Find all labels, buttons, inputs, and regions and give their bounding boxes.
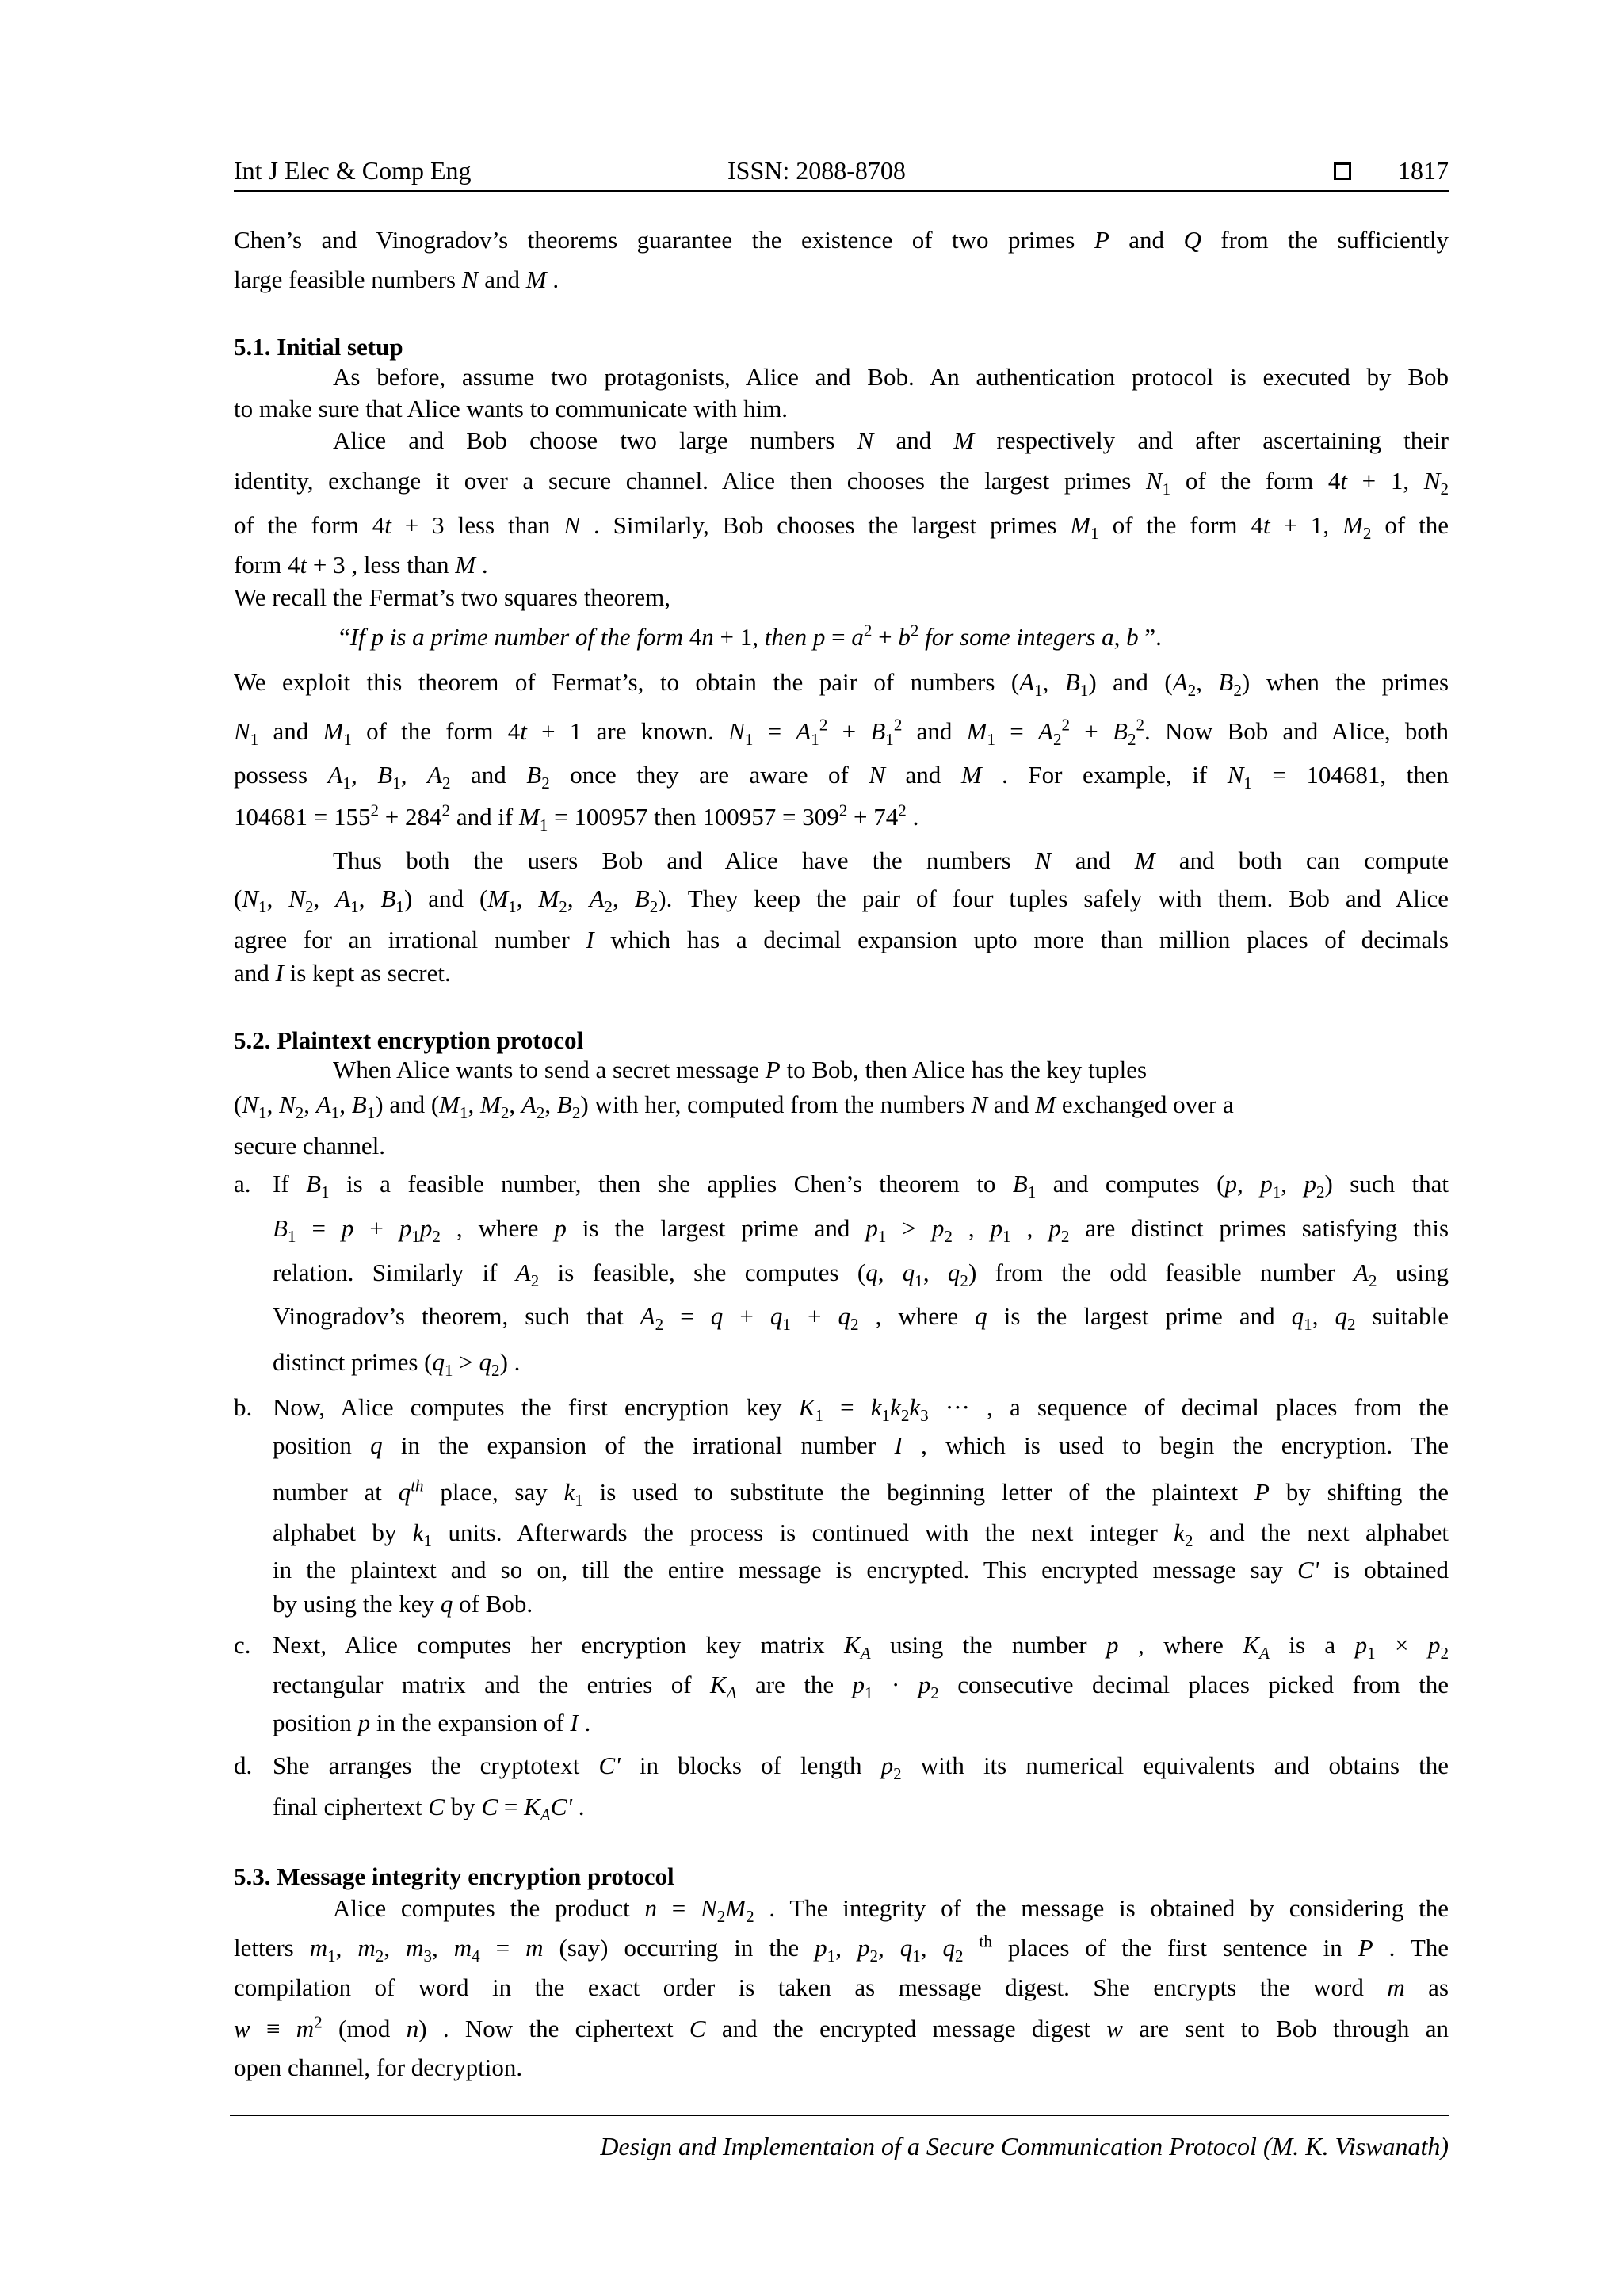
item-c-label: c. [234,1631,251,1659]
item-d-line-0: She arranges the cryptotext C' in blocks of length $p_2$ with its numerical equivalents and obtains the [273,1752,1449,1784]
item-b-line-3: alphabet by $k_1$ units. Afterwards the process is continued with the next integer $k_2$ and the next alphabet [273,1519,1449,1551]
item-a-line-2: relation. Similarly if $A_2$ is feasible, she computes (q, $q_1$, $q_2$) from the odd feasible number $A_2$ using [273,1259,1449,1291]
square-bullet-icon [1334,162,1351,180]
s53-line-0: Alice computes the product $n = N_2M_2$ . The integrity of the message is obtained by considering the [333,1894,1449,1927]
footer-rule [230,2115,1449,2116]
s53-line-4: open channel, for decryption. [234,2053,523,2081]
s53-line-3: $w \equiv m^2$ (mod n) . Now the ciphertext C and the encrypted message digest w are sent to Bob through an [234,2012,1449,2042]
item-a-line-0: If $B_1$ is a feasible number, then she applies Chen’s theorem to $B_1$ and computes (p, $p_1$, $p_2$) such that [273,1170,1449,1202]
section-5-1-heading: 5.1. Initial setup [234,333,403,361]
item-b-line-2: number at $q^{th}$ place, say $k_1$ is used to substitute the beginning letter of the plaintext P by shifting the [273,1476,1449,1511]
item-d-label: d. [234,1752,253,1779]
s53-line-1: letters $m_1$, $m_2$, $m_3$, $m_4 = m$ (say) occurring in the $p_1$, $p_2$, $q_1$, $q_2$ $^{th}$ places of the first sentence in P . The [234,1931,1449,1966]
s51-line-9: $N_1$ and $M_1$ of the form 4t + 1 are known. $N_1 = A_1^2 + B_1^2$ and $M_1 = A_2^2 + B_2^2$. Now Bob and Alice, both [234,715,1449,750]
s51-line-4: of the form 4t + 3 less than N . Similarly, Bob chooses the largest primes $M_1$ of the form 4t + 1, $M_2$ of the [234,511,1449,544]
s51-line-0: As before, assume two protagonists, Alice and Bob. An authentication protocol is executed by Bob [333,363,1449,391]
item-a-line-1: $B_1 = p + p_1p_2$ , where p is the largest prime and $p_1 > p_2$ , $p_1$ , $p_2$ are distinct primes satisfying this [273,1214,1449,1247]
s51-line-15: and I is kept as secret. [234,959,451,987]
s51-line-1: to make sure that Alice wants to communicate with him. [234,395,789,422]
item-b-line-5: by using the key q of Bob. [273,1590,533,1618]
header-rule [234,190,1449,192]
s52-intro-2: secure channel. [234,1132,386,1159]
s51-line-12: Thus both the users Bob and Alice have the numbers N and M and both can compute [333,846,1449,874]
s51-line-3: identity, exchange it over a secure channel. Alice then chooses the largest primes $N_1$ of the form 4t + 1, $N_2$ [234,467,1449,499]
s53-line-2: compilation of word in the exact order is taken as message digest. She encrypts the word m as [234,1973,1449,2001]
footer-running-title: Design and Implementaion of a Secure Communication Protocol (M. K. Viswanath) [600,2132,1449,2160]
s51-line-14: agree for an irrational number I which has a decimal expansion upto more than million places of decimals [234,926,1449,953]
item-c-line-0: Next, Alice computes her encryption key matrix $K_A$ using the number p , where $K_A$ is a $p_1 \times p_2$ [273,1631,1449,1664]
header-issn: ISSN: 2088-8708 [727,156,906,185]
section-5-2-heading: 5.2. Plaintext encryption protocol [234,1026,584,1054]
item-b-line-4: in the plaintext and so on, till the entire message is encrypted. This encrypted message say C' is obtained [273,1556,1449,1584]
item-c-line-2: position p in the expansion of I . [273,1709,591,1736]
s52-intro-0: When Alice wants to send a secret message P to Bob, then Alice has the key tuples [333,1056,1148,1083]
s51-line-11: $104681 = 155^2 + 284^2$ and if $M_1 = 100957$ then $100957 = 309^2 + 74^2$ . [234,800,919,835]
item-a-line-4: distinct primes $(q_1 > q_2)$ . [273,1348,521,1381]
s51-line-5: form 4t + 3 , less than M . [234,551,488,579]
s51-line-2: Alice and Bob choose two large numbers N and M respectively and after ascertaining their [333,426,1449,454]
item-d-line-1: final ciphertext C by $C = K_AC'$ . [273,1793,585,1825]
header-right [1334,156,1449,185]
section-5-3-heading: 5.3. Message integrity encryption protocol [234,1862,674,1890]
item-c-line-1: rectangular matrix and the entries of $K_A$ are the $p_1 \cdot p_2$ consecutive decimal places picked from the [273,1671,1449,1703]
s51-line-6: We recall the Fermat’s two squares theorem, [234,583,671,611]
s51-line-7: “If p is a prime number of the form 4n + 1, then $p = a^2 + b^2$ for some integers a, b ”. [339,621,1162,651]
s51-line-13: ($N_1$, $N_2$, $A_1$, $B_1$) and ($M_1$, $M_2$, $A_2$, $B_2$). They keep the pair of four tuples safely with them. Bob and Alice [234,884,1449,917]
s51-line-8: We exploit this theorem of Fermat’s, to obtain the pair of numbers ($A_1$, $B_1$) and ($A_2$, $B_2$) when the primes [234,668,1449,701]
item-b-label: b. [234,1393,253,1421]
item-b-line-0: Now, Alice computes the first encryption key $K_1 = k_1k_2k_3$ ··· , a sequence of decimal places from the [273,1393,1449,1426]
header-page-number: 1817 [1398,156,1449,185]
header-journal: Int J Elec & Comp Eng [234,156,472,185]
intro-line-1: Chen’s and Vinogradov’s theorems guarantee the existence of two primes P and Q from the sufficiently [234,226,1449,254]
item-b-line-1: position q in the expansion of the irrational number I , which is used to begin the encryption. The [273,1431,1449,1459]
s52-intro-1: ($N_1$, $N_2$, $A_1$, $B_1$) and ($M_1$, $M_2$, $A_2$, $B_2$) with her, computed from the numbers N and M exchanged over a [234,1091,1234,1123]
item-a-label: a. [234,1170,251,1198]
s51-line-10: possess $A_1$, $B_1$, $A_2$ and $B_2$ once they are aware of N and M . For example, if $N_1 = 104681$, then [234,761,1449,793]
intro-line-2: large feasible numbers N and M . [234,266,559,293]
item-a-line-3: Vinogradov’s theorem, such that $A_2 = q + q_1 + q_2$ , where q is the largest prime and $q_1$, $q_2$ suitable [273,1302,1449,1335]
